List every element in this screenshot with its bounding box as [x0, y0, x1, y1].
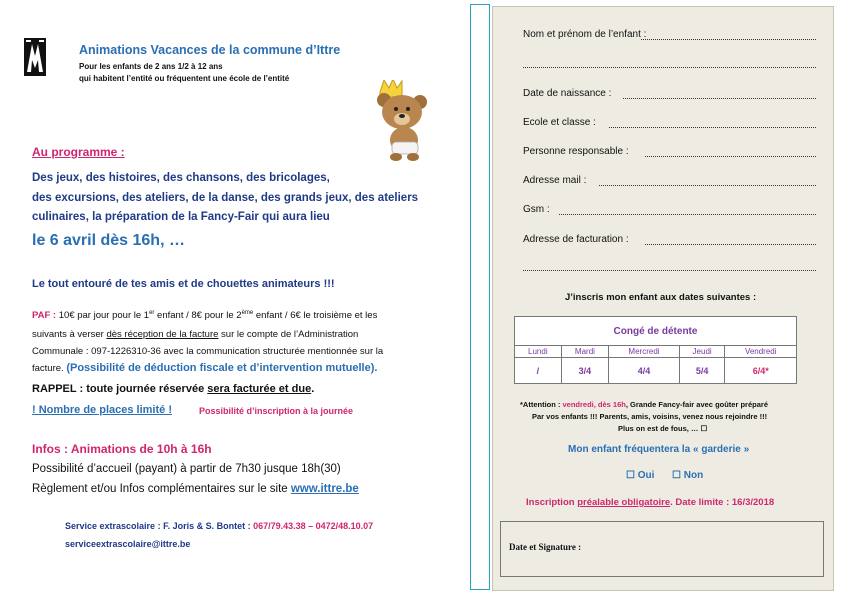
- subtitle-age: Pour les enfants de 2 ans 1/2 à 12 ans: [79, 62, 223, 71]
- animateurs-line: Le tout entouré de tes amis et de chouettes animateurs !!!: [32, 278, 335, 290]
- paf-line-3: Communale : 097-1226310-36 avec la communication structurée mentionnée sur la: [32, 346, 384, 357]
- paf-l4b: (Possibilité de déduction fiscale et d’intervention mutuelle).: [66, 362, 378, 374]
- infos-line-2a: Règlement et/ou Infos complémentaires sur le site: [32, 483, 291, 495]
- date-jeudi[interactable]: 5/4: [679, 358, 725, 384]
- attention-line-2: Par vos enfants !!! Parents, amis, voisins, venez nous rejoindre !!!: [532, 412, 768, 421]
- field-label-naissance: Date de naissance :: [523, 88, 612, 99]
- fancy-fair-date: le 6 avril dès 16h, …: [32, 232, 185, 249]
- paf-price-1: 10€ par jour pour le 1: [56, 310, 150, 322]
- field-label-facturation: Adresse de facturation :: [523, 234, 629, 245]
- date-vendredi[interactable]: 6/4*: [725, 358, 797, 384]
- field-label-ecole: Ecole et classe :: [523, 117, 596, 128]
- day-vendredi: Vendredi: [725, 346, 797, 358]
- website-link[interactable]: www.ittre.be: [290, 483, 359, 495]
- date-mercredi[interactable]: 4/4: [609, 358, 680, 384]
- paf-line-4: [32, 362, 377, 374]
- programme-heading: Au programme :: [32, 145, 125, 159]
- paf-price-2: enfant / 8€ pour le 2: [154, 310, 242, 322]
- date-mardi[interactable]: 3/4: [561, 358, 609, 384]
- inscription-a: Inscription: [526, 497, 578, 508]
- service-line: [65, 521, 373, 531]
- attention-line-1: [520, 400, 768, 409]
- field-input-gsm[interactable]: [559, 214, 816, 215]
- paf-sup-1: er: [149, 310, 155, 316]
- attention-b: vendredi, dès 16h: [562, 400, 626, 409]
- calendar-title: Congé de détente: [515, 317, 797, 346]
- signature-label: Date et Signature :: [509, 542, 582, 552]
- inscription-u: préalable obligatoire: [577, 497, 671, 508]
- commune-logo-icon: [24, 38, 46, 76]
- signature-box[interactable]: [500, 521, 824, 577]
- inscription-deadline: [526, 497, 774, 508]
- page-title: Animations Vacances de la commune d’Ittre: [79, 43, 341, 57]
- subtitle-entity: qui habitent l’entité ou fréquentent une école de l’entité: [79, 74, 290, 83]
- infos-heading: Infos : Animations de 10h à 16h: [32, 442, 212, 456]
- field-input-responsable[interactable]: [645, 156, 816, 157]
- date-lundi[interactable]: /: [515, 358, 562, 384]
- paf-l2a: suivants à verser: [32, 329, 107, 340]
- day-jeudi: Jeudi: [679, 346, 725, 358]
- paf-price-3: enfant / 6€ le troisième et les: [253, 310, 378, 322]
- rappel-u: sera facturée et due: [207, 383, 312, 395]
- field-input-facturation-2[interactable]: [523, 270, 816, 271]
- attention-a: *Attention :: [520, 400, 563, 409]
- infos-line-2: [32, 483, 359, 495]
- service-label: Service extrascolaire : F. Joris & S. Bontet :: [65, 521, 254, 531]
- service-phones: 067/79.43.38 – 0472/48.10.07: [253, 521, 374, 531]
- paf-line-2: [32, 329, 358, 340]
- garderie-oui[interactable]: ☐ Oui: [626, 470, 655, 481]
- attention-line-3: Plus on est de fous, … ☐: [618, 424, 708, 433]
- field-label-nom: Nom et prénom de l’enfant :: [523, 29, 647, 40]
- field-input-facturation[interactable]: [645, 244, 816, 245]
- paf-l2b: sur le compte de l’Administration: [218, 329, 359, 340]
- rappel-b: .: [311, 383, 315, 395]
- inscription-journee: Possibilité d’inscription à la journée: [199, 406, 354, 416]
- paf-l2u: dès réception de la facture: [106, 329, 219, 340]
- registration-form: [470, 0, 842, 595]
- infos-line-1: Possibilité d’accueil (payant) à partir de 7h30 jusque 18h(30): [32, 463, 341, 475]
- garderie-text: Mon enfant fréquentera la « garderie »: [568, 444, 750, 455]
- programme-line-1: Des jeux, des histoires, des chansons, des bricolages,: [32, 172, 330, 184]
- teddy-bear-icon: [372, 80, 442, 162]
- form-side-bar: [470, 4, 490, 590]
- field-input-nom-2[interactable]: [523, 67, 816, 68]
- calendar-table: [514, 316, 797, 384]
- field-input-nom[interactable]: [641, 39, 816, 40]
- inscription-b: . Date limite : 16/3/2018: [670, 497, 775, 508]
- paf-line-1: [32, 310, 377, 321]
- day-mardi: Mardi: [561, 346, 609, 358]
- field-input-naissance[interactable]: [623, 98, 816, 99]
- field-label-gsm: Gsm :: [523, 204, 550, 215]
- field-label-responsable: Personne responsable :: [523, 146, 629, 157]
- places-limite: ! Nombre de places limité !: [32, 404, 172, 416]
- field-input-mail[interactable]: [599, 185, 816, 186]
- day-lundi: Lundi: [515, 346, 562, 358]
- service-email[interactable]: serviceextrascolaire@ittre.be: [65, 539, 191, 549]
- field-input-ecole[interactable]: [609, 127, 816, 128]
- inscris-text: J’inscris mon enfant aux dates suivantes :: [565, 292, 757, 303]
- attention-c: , Grande Fancy-fair avec goûter préparé: [625, 400, 768, 409]
- paf-sup-2: ème: [241, 310, 254, 316]
- field-label-mail: Adresse mail :: [523, 175, 587, 186]
- programme-line-2: des excursions, des ateliers, de la danse, des grands jeux, des ateliers: [32, 192, 419, 204]
- rappel-a: RAPPEL : toute journée réservée: [32, 383, 208, 395]
- day-mercredi: Mercredi: [609, 346, 680, 358]
- programme-line-3: culinaires, la préparation de la Fancy-Fair qui aura lieu: [32, 211, 330, 223]
- paf-label: PAF :: [32, 310, 57, 322]
- rappel-line: [32, 383, 314, 395]
- garderie-non[interactable]: ☐ Non: [672, 470, 704, 481]
- paf-l4a: facture.: [32, 363, 67, 374]
